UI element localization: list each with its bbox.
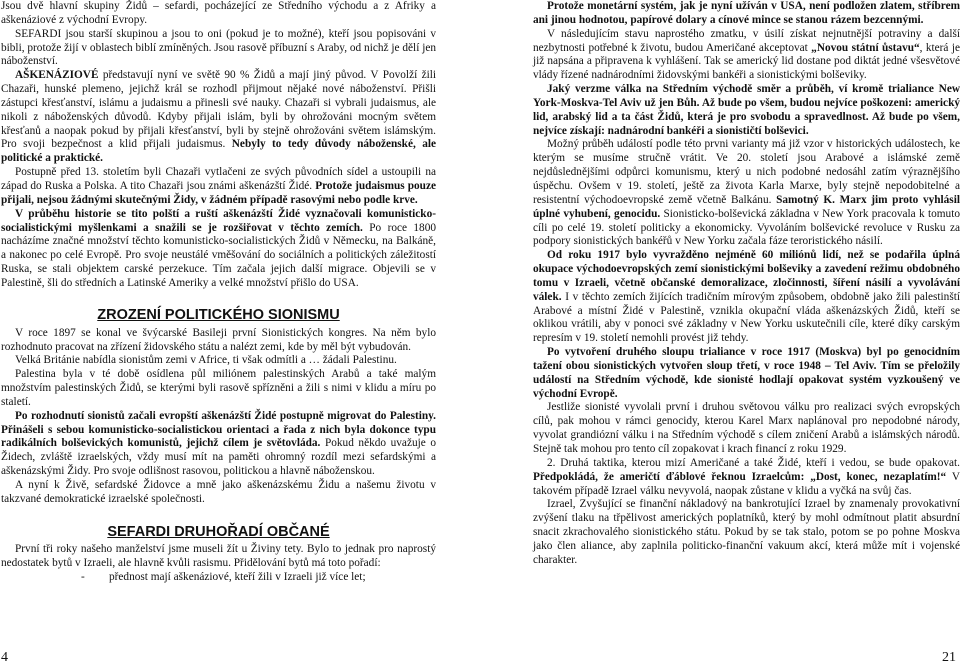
paragraph: Izrael, Zvyšující se finanční nákladový na bankrotující Izrael by znamenaly provokativní zvýšení tlaku na třpělivost amerických poplatníků, který by mohl odmítnout platit absurdní snacit zkrachovalého sionistického státu. Pokud by se tak stalo, potom se po pohne Moskva jako člen aliance, aby zaplnila politicko-finanční vakuum akcí, která může mít i vojenské charakter.: [533, 498, 960, 566]
paragraph-emphasis: Od roku 1917 bylo vyvražděno nejméně 60 miliónů lidí, než se podařila úplná okupace východoevropských zemí sionistickými bolševiky a zavedení režimu obdobného tomu v Izraeli, včetně občanské demoralizace, zločinnosti, šíření násilí a vyvolávání válek.: [533, 249, 960, 303]
paragraph-text: 2. Druhá taktika, kterou mizí Američané a také Židé, kteří i vedou, se bude opakovat.: [547, 456, 960, 469]
paragraph: [1, 28, 436, 70]
paragraph: [533, 28, 960, 83]
page-number-right: 21: [942, 650, 956, 665]
paragraph: Palestina byla v té době osídlena půl miliónem palestinských Arabů a také malým množstvím palestinských Židů, se kterými byli rasově spřízněni a žili s nimi v klidu a míru po staletí.: [1, 368, 436, 408]
paragraph-text: Sionisticko-bolševická základna v New York pracovala k tomuto cíli po celé 19. století politicky a ekonomicky. Vyvoláním bolševické revoluce v Rusku za podpory sionistických bankéřů v New Yorku začala fáze teroristického násilí.: [533, 207, 960, 248]
paragraph: [1, 166, 436, 208]
term-askenazi: AŠKENÁZIOVÉ: [15, 69, 99, 82]
paragraph: [533, 249, 960, 346]
right-column: [533, 0, 960, 568]
paragraph: [1, 69, 436, 166]
list-item: [1, 571, 436, 585]
paragraph-text: představují nyní ve světě 90 % Židů a mají jiný původ. V Povolží žili Chazaři, hunské plemeno, jejichž král se rozhodl přijmout nějaké nové náboženství. Přišli zástupci křesťanství, islámu a judaismu a přinesli své nauky. Chazaři si vybrali judaismus, ale nikoli z náboženských důvodů. Kdyby přijali islám, byli by ohrožováni mocným světem křesťanů a naopak pokud by přijali křesťanství, byli by stejně ohrožováni světem islámským. Pro svoji bezpečnost a klid přijali judaismus.: [1, 69, 436, 151]
paragraph: [533, 457, 960, 499]
paragraph: První tři roky našeho manželství jsme museli žít u Živiny tety. Bylo to jednak pro naprostý nedostatek bytů v Izraeli, ale hlavně kvůli rasismu. Přidělování bytů má toto pořadí:: [1, 542, 436, 569]
sefardi-text: SEFARDI jsou starší skupinou a jsou to oni (pokud je to možné), kteří jsou popisováni v bibli, protože žijí v oblastech biblí zmíněných. Jsou rasově příbuzní s Araby, od nichž je dělí jen náboženství.: [1, 27, 436, 68]
paragraph-text: Pokud někdo uvažuje o Židech, zvláště izraelských, vždy musí mít na paměti ohromný rozdíl mezi sefardskými a aškenázskými Židy. Pro svoje odlišnost rasovou, politickou a hlavně náboženskou.: [1, 437, 436, 478]
paragraph: V roce 1897 se konal ve švýcarské Basileji první Sionistických kongres. Na něm bylo rozhodnuto pracovat na zřízení židovského státu a nalézt zemi, kde by měl být vybudován.: [1, 326, 436, 353]
list-dash: -: [81, 571, 85, 584]
paragraph-emphasis: Nebyly to tedy důvody náboženské, ale politické a praktické.: [1, 138, 436, 165]
paragraph-text: V takovém případě Izrael válku nevyvolá, naopak zůstane v klidu a vyčká na svůj čas.: [533, 470, 960, 497]
list-item-text: přednost mají aškenáziové, kteří žili v Izraeli již více let;: [109, 571, 366, 584]
section-heading-sionism: ZROZENÍ POLITICKÉHO SIONISMU: [97, 306, 340, 323]
paragraph: [533, 138, 960, 249]
paragraph: [1, 208, 436, 291]
paragraph: Po vytvoření druhého sloupu trialiance v roce 1917 (Moskva) byl po genocidním tažení obou sionistických vytvořen sloup třetí, v roce 1948 – Tel Aviv. Tím se přeložily událostí na Středním východě, kde sionisté hodlají opakovat systém vyzkoušený ve východní Evropě.: [533, 346, 960, 400]
paragraph: Jestliže sionisté vyvolali první i druhou světovou válku pro realizaci svých evropských cílů, pak mohou v rámci genocidy, kterou Karel Marx naplánoval pro nepodobné národy, vyvolat grandiózní válku i na Středním východě s cílem zničení Arabů a islámských národů. Stejně tak mohou pro tento cíl zopakovat i krach financí z roku 1929.: [533, 401, 960, 455]
left-column: [1, 0, 436, 585]
paragraph: Velká Británie nabídla sionistům zemi v Africe, ti však odmítli a … žádali Palestinu.: [15, 354, 397, 367]
paragraph-text: I v těchto zemích žijících tradičním mírovým způsobem, obdobně jako žili palestinští Arabové a místní Židé v Palestině, vznikla okupační vláda aškenázských Židů, kteří se oklikou vrátili, aby v ponoci své základny v New Yorku uskutečnili cíle, které díky carským represím v 19. století nemohli provést již tehdy.: [533, 290, 960, 345]
paragraph-text: Postupně před 13. stoletím byli Chazaři vytlačeni ze svých původních sídel a ustoupili na západ do Ruska a Polska. A tito Chazaři jsou známi aškenázští Židé.: [1, 166, 436, 192]
paragraph-text: Po roce 1800 nacházíme značné množství těchto komunisticko-socialistických Židů v Německu, na Balkáně, a nakonec po celé Evropě. Pro svoje neustálé vměšování do sociálních a politických záležitostí Ruska, se stali objektem carské perzekuce. Tím začala jejich další migrace. Objevili se v Palestině, šli do středních a Latinské Ameriky a velké množství přišlo do USA.: [1, 221, 437, 289]
paragraph: Jsou dvě hlavní skupiny Židů – sefardi, pocházející ze Středního východu a z Afriky a aškenáziové z východní Evropy.: [1, 0, 436, 26]
paragraph-emphasis: V průběhu historie se tito polští a ruští aškenázští Židé vyznačovali komunisticko-socialistickými myšlenkami a snažili se je rozšiřovat v těchto zemích.: [1, 207, 436, 234]
paragraph-emphasis: „Novou státní ůstavu“: [811, 41, 920, 54]
paragraph-text: , která je již napsána a připravena k vyhlášení. Tak se americký lid dostane pod diktát jedné všesvětové vlády řízené nadnárodními židovskými bankéři a sionistickými bolševiky.: [533, 41, 960, 82]
paragraph: A nyní k Živě, sefardské Židovce a mně jako aškenázskému Židu a našemu životu v takzvané demokratické izraelské společnosti.: [1, 479, 436, 505]
paragraph-emphasis: Protože judaismus pouze přijali, nejsou žádnými skutečnými Židy, v žádném případě rasovými nebo podle krve.: [1, 179, 436, 206]
paragraph-emphasis: Po rozhodnutí sionistů začali evropští aškenázští Židé postupně migrovat do Palestiny. Přinášeli s sebou komunisticko-socialistickou orientaci a řada z nich byla dokonce typu radikálních bolševických komunistů, jejichž cílem je světovláda.: [1, 409, 436, 450]
paragraph: [1, 410, 436, 479]
paragraph: Protože monetární systém, jak je nyní užíván v USA, není podložen zlatem, stříbrem ani jinou hodnotou, papírové dolary a cínové mince se stanou rázem bezcennými.: [533, 0, 960, 26]
section-heading-sefardi: SEFARDI DRUHOŘADÍ OBČANÉ: [107, 523, 330, 540]
page-number-left: 4: [1, 650, 8, 665]
paragraph-text: V následujícím stavu naprostého zmatku, v úsilí získat nejnutnější potraviny a další nezbytnosti potřebné k životu, budou Američané akceptovat: [533, 27, 960, 54]
paragraph-emphasis: Předpokládá, že američtí ďáblové řeknou Izraelcům: „Dost, konec, nezaplatím!“: [533, 470, 947, 483]
paragraph-text: Možný průběh událostí podle této prvni varianty má již vzor v historických událostech, ke kterým se musíme stručně vrátit. Ve 20. století jsou Arabové a islámské země nejdůslednějšími odpůrci komunismu, který u nich podobné nedosáhl zatím výraznějšího úspěchu. Ovšem v 19. století, ještě za života Karla Marxe, byly stejně nepodobitelné a resistentní východoevropské země včetně Balkánu.: [533, 138, 960, 206]
paragraph: Jaký verzme válka na Středním východě směr a průběh, ví kromě trialiance New York-Moskva-Tel Aviv už jen Bůh. Až bude po všem, budou nejvíce poškozeni: americký lid, arabský lid a ta část Židů, která je pro svobodu a spravedlnost. Až bude po všem, nejvíce získají: nadnárodní bankéři a sionističtí bolševici.: [533, 83, 960, 137]
paragraph-emphasis: Samotný K. Marx jim proto vyhlásil úplné vyhubení, genocidu.: [533, 193, 960, 220]
